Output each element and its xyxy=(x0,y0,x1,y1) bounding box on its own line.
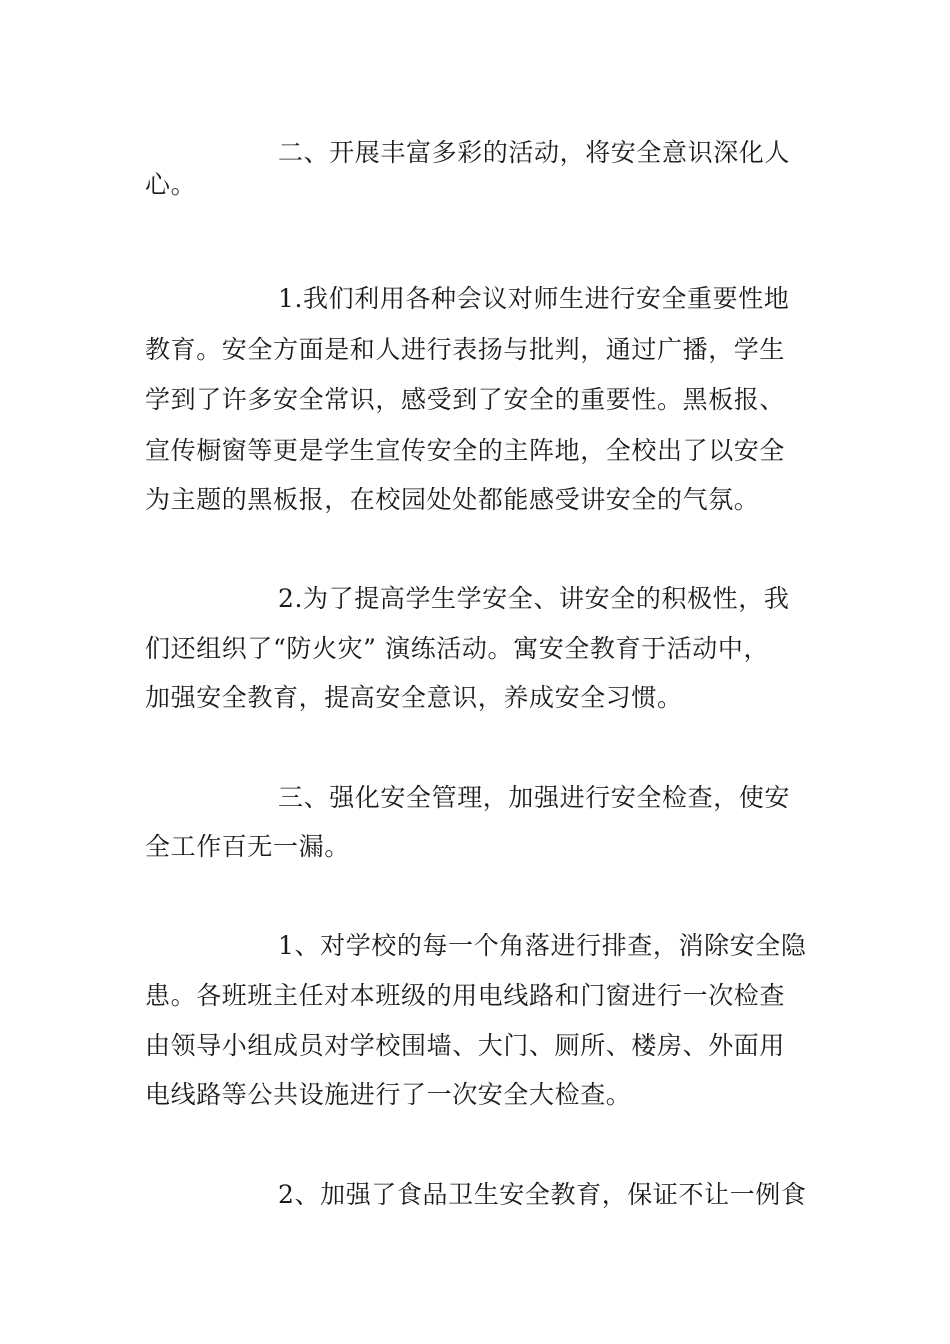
paragraph-1-line-5: 为主题的黑板报，在校园处处都能感受讲安全的气氛。 xyxy=(145,485,760,514)
paragraph-1-line-4: 宣传橱窗等更是学生宣传安全的主阵地，全校出了以安全 xyxy=(145,436,786,465)
paragraph-3-line-3: 由领导小组成员对学校围墙、大门、厕所、楼房、外面用 xyxy=(145,1031,786,1060)
heading-three-line-2: 全工作百无一漏。 xyxy=(145,832,350,861)
heading-two-line-1: 二、开展丰富多彩的活动，将安全意识深化人 xyxy=(278,138,791,167)
paragraph-1-line-2: 教育。安全方面是和人进行表扬与批判，通过广播，学生 xyxy=(145,335,786,364)
paragraph-1-line-3: 学到了许多安全常识，感受到了安全的重要性。黑板报、 xyxy=(145,385,786,414)
paragraph-2-line-2: 们还组织了“防火灾” 演练活动。寓安全教育于活动中， xyxy=(145,634,770,663)
heading-three-line-1: 三、强化安全管理，加强进行安全检查，使安 xyxy=(278,783,791,812)
paragraph-3-line-1: 1、对学校的每一个角落进行排查，消除安全隐 xyxy=(278,931,807,960)
paragraph-2-line-3: 加强安全教育，提高安全意识，养成安全习惯。 xyxy=(145,683,683,712)
paragraph-4-line-1: 2、加强了食品卫生安全教育，保证不让一例食 xyxy=(278,1180,807,1209)
paragraph-3-line-4: 电线路等公共设施进行了一次安全大检查。 xyxy=(145,1080,632,1109)
heading-two-line-2: 心。 xyxy=(145,170,197,199)
paragraph-1-line-1: 1.我们利用各种会议对师生进行安全重要性地 xyxy=(278,284,790,313)
paragraph-2-line-1: 2.为了提高学生学安全、讲安全的积极性，我 xyxy=(278,584,790,613)
paragraph-3-line-2: 患。各班班主任对本班级的用电线路和门窗进行一次检查 xyxy=(145,981,786,1010)
